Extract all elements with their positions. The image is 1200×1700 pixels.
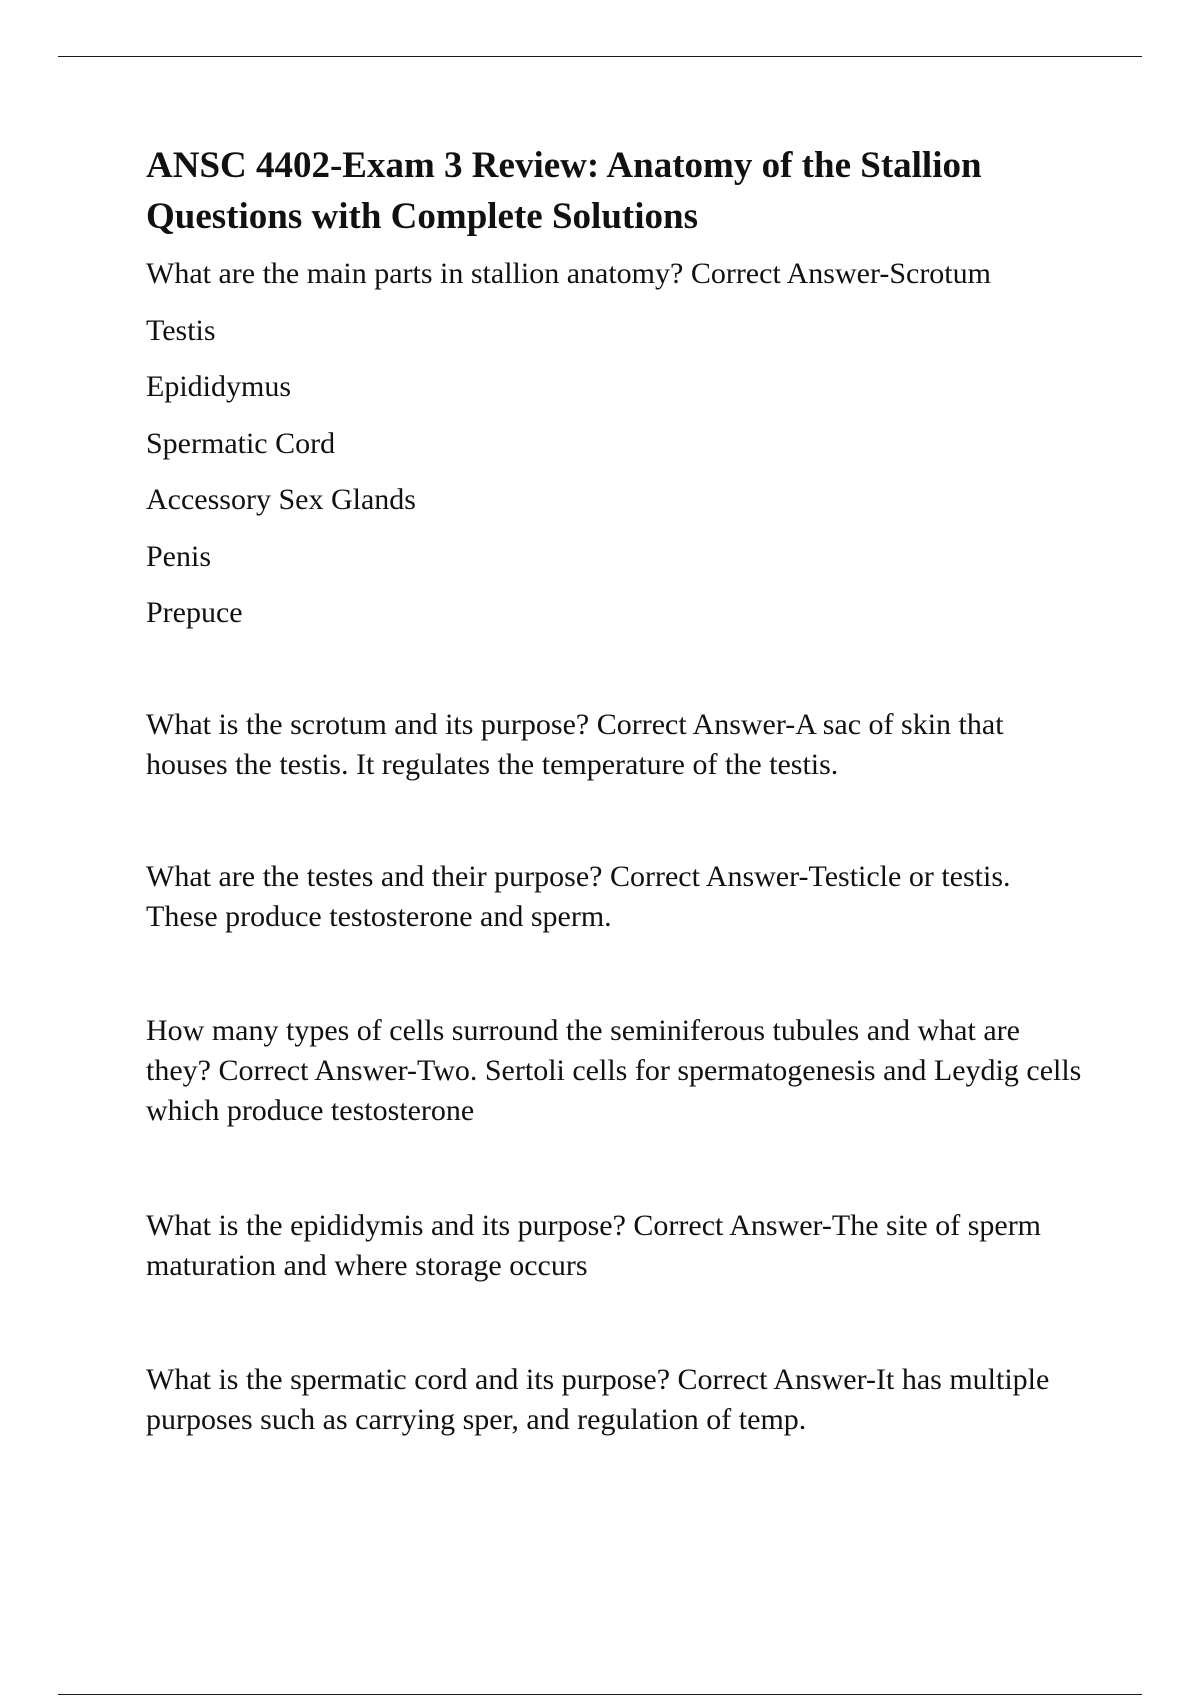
document-title: ANSC 4402-Exam 3 Review: Anatomy of the Stallion Questions with Complete Solutions <box>146 145 982 237</box>
list-item: Spermatic Cord <box>146 426 336 460</box>
document-body <box>146 140 1106 1440</box>
list-item: Testis <box>146 313 216 347</box>
list-item: Prepuce <box>146 596 243 629</box>
list-item: Penis <box>146 539 212 573</box>
list-item: Accessory Sex Glands <box>146 483 416 516</box>
first-question: What are the main parts in stallion anatomy? Correct Answer-Scrotum <box>146 257 991 290</box>
anatomy-parts-list <box>146 311 1106 650</box>
qa-item: What are the testes and their purpose? Correct Answer-Testicle or testis. These produce testosterone and sperm. <box>146 859 1011 933</box>
qa-item: What is the scrotum and its purpose? Correct Answer-A sac of skin that houses the testis. It regulates the temperature of the testis. <box>146 707 1004 781</box>
bottom-rule <box>58 1694 1142 1695</box>
qa-item: How many types of cells surround the seminiferous tubules and what are they? Correct Answer-Two. Sertoli cells for spermatogenesis and Leydig cells which produce testosterone <box>146 1013 1082 1127</box>
top-rule <box>58 56 1142 57</box>
qa-item: What is the epididymis and its purpose? Correct Answer-The site of sperm maturation and where storage occurs <box>146 1208 1042 1282</box>
qa-item: What is the spermatic cord and its purpose? Correct Answer-It has multiple purposes such as carrying sper, and regulation of temp. <box>146 1362 1050 1436</box>
list-item: Epididymus <box>146 370 292 403</box>
